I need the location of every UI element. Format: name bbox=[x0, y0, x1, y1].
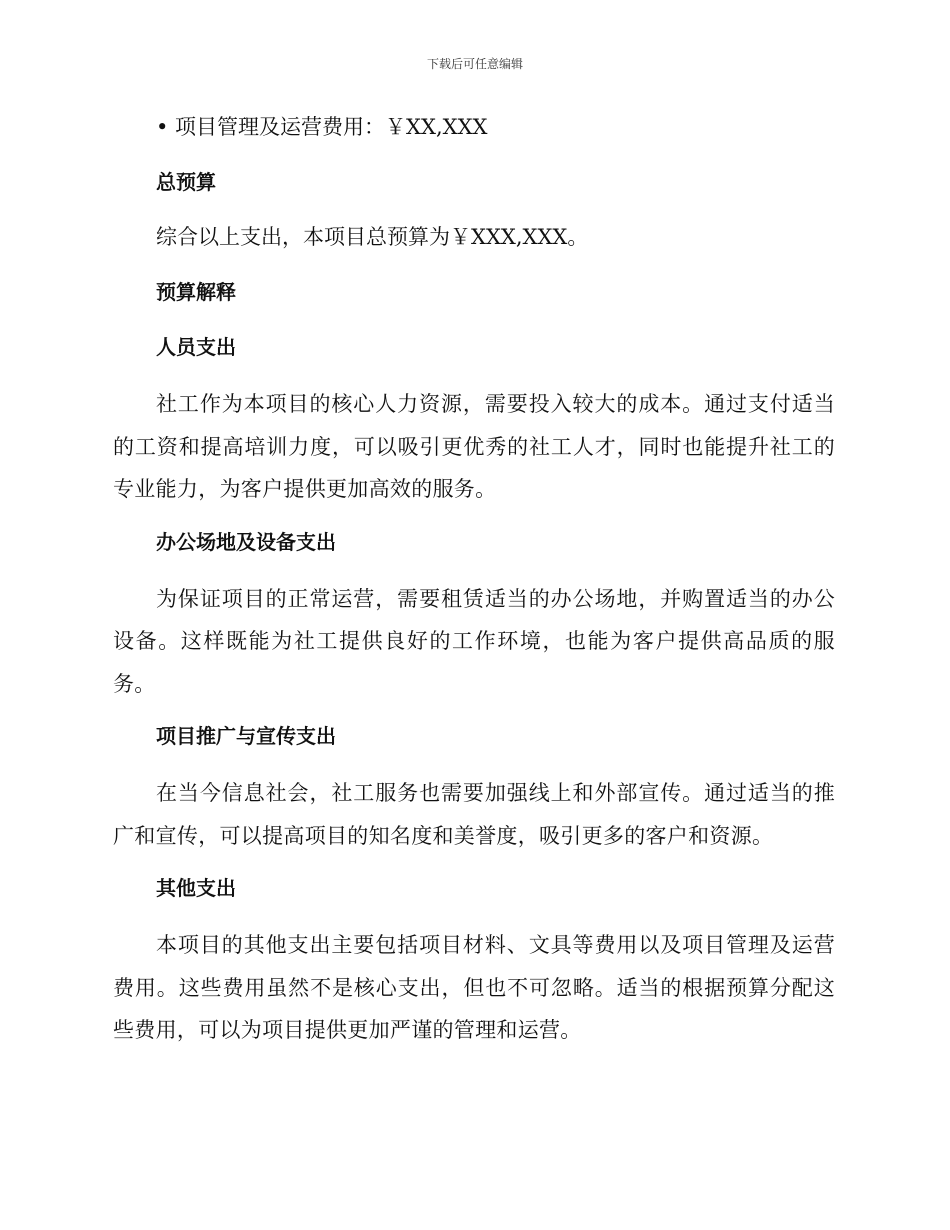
paragraph-other-expense: 本项目的其他支出主要包括项目材料、文具等费用以及项目管理及运营费用。这些费用虽然不是核心支出，但也不可忽略。适当的根据预算分配这些费用，可以为项目提供更加严谨的管理和运营。 bbox=[113, 933, 835, 1042]
paragraph-office-expense: 为保证项目的正常运营，需要租赁适当的办公场地，并购置适当的办公设备。这样既能为社工提供良好的工作环境，也能为客户提供高品质的服务。 bbox=[113, 586, 835, 696]
document-body bbox=[113, 108, 835, 1064]
heading-office-expense: 办公场地及设备支出 bbox=[156, 529, 336, 554]
paragraph-total-budget: 综合以上支出，本项目总预算为￥XXX,XXX。 bbox=[156, 225, 589, 249]
header-note: 下载后可任意编辑 bbox=[426, 57, 523, 71]
bullet-item-management-fee: • 项目管理及运营费用：￥XX,XXX bbox=[156, 115, 488, 139]
heading-total-budget: 总预算 bbox=[156, 170, 216, 194]
paragraph-personnel-expense: 社工作为本项目的核心人力资源，需要投入较大的成本。通过支付适当的工资和提高培训力度，可以吸引更优秀的社工人才，同时也能提升社工的专业能力，为客户提供更加高效的服务。 bbox=[113, 392, 835, 501]
heading-promotion-expense: 项目推广与宣传支出 bbox=[156, 724, 336, 748]
paragraph-promotion-expense: 在当今信息社会，社工服务也需要加强线上和外部宣传。通过适当的推广和宣传，可以提高项目的知名度和美誉度，吸引更多的客户和资源。 bbox=[113, 781, 835, 848]
heading-personnel-expense: 人员支出 bbox=[156, 335, 236, 359]
heading-other-expense: 其他支出 bbox=[156, 876, 236, 900]
heading-budget-explanation: 预算解释 bbox=[156, 280, 236, 304]
